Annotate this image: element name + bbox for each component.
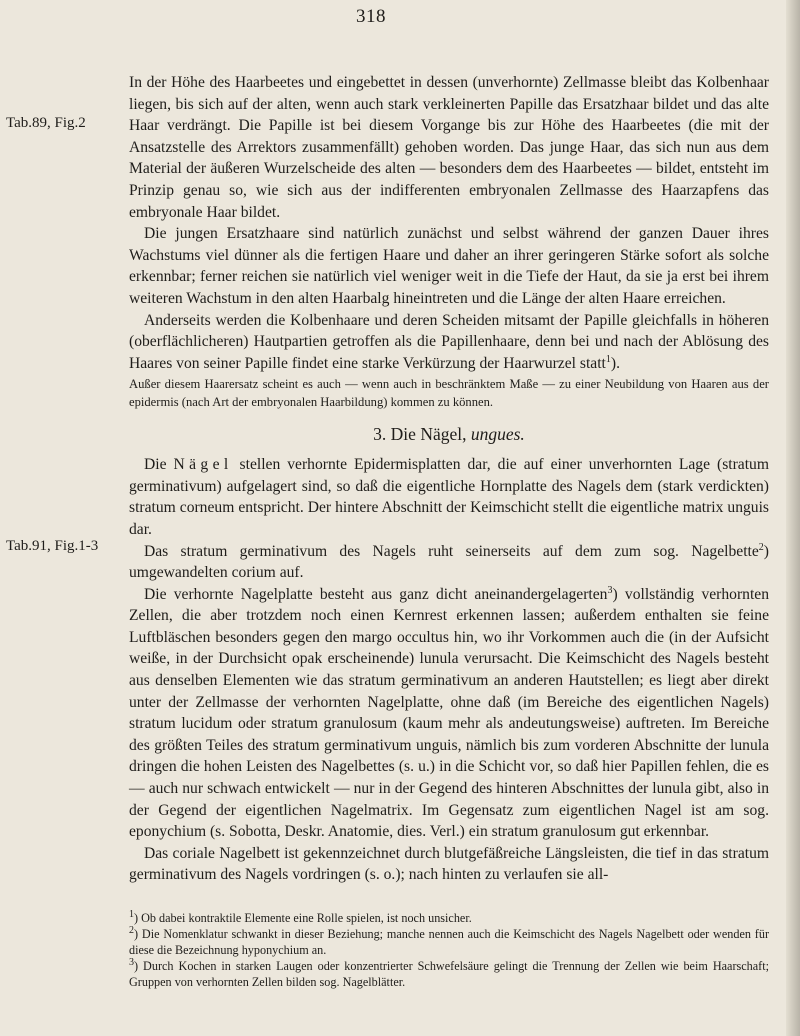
main-text xyxy=(129,72,769,886)
section-heading: 3. Die Nägel, ungues. xyxy=(373,424,525,445)
footnotes xyxy=(129,910,769,990)
footnote-2: $^2$) Die Nomenklatur schwankt in dieser Beziehung; manche nennen auch die Keimschicht des Nagels Nagelbett oder wenden für diese die Bezeichnung hyponychium an. xyxy=(129,924,769,957)
paragraph-1: In der Höhe des Haarbeetes und eingebettet in dessen (unverhornte) Zellmasse bleibt das Kolbenhaar liegen, bis sich auf der alten, wenn auch stark verkleinerten Papille das Ersatzhaar bildet und das alte Haar verdrängt. Die Papille ist bei diesem Vorgange bis zur Höhe des Haarbeetes (die mit der Ansatzstelle des Arrektors zusammenfällt) gehoben worden. Das junge Haar, das sich nun aus dem Material der äußeren Wurzelscheide des alten — besonders dem des Haarbeetes — bildet, entsteht im Prinzip genau so, wie sich aus der indifferenten embryonalen Zellmasse des Haarzapfens das embryonale Haar bildet. xyxy=(129,74,769,221)
paragraph-2: Die jungen Ersatzhaare sind natürlich zunächst und selbst während der ganzen Dauer ihres Wachstums viel dünner als die fertigen Haare und daher an ihrer geringeren Stärke sofort als solche erkennbar; ferner reichen sie natürlich viel weniger weit in die Tiefe der Haut, da sie ja erst bei ihrem weiteren Wachstum in den alten Haarbalg hineintreten und die Länge der alten Haare erreichen. xyxy=(129,225,769,307)
paragraph-6: Die verhornte Nagelplatte besteht aus ganz dicht aneinandergelagerten$^3$) vollständig verhornten Zellen, die aber trotzdem noch einen Kernrest erkennen lassen; außerdem enthalten sie feine Luftbläschen besonders gegen den margo occultus hin, wo ihr Vorkommen auch die (in der Aufsicht weiße, in der Durchsicht opak erscheinende) lunula verursacht. Die Keimschicht des Nagels besteht aus denselben Elementen wie das stratum germinativum an anderen Hautstellen; es liegt aber direkt unter der Zellmasse der verhornten Nagelplatte, ohne daß (im Bereiche des eigentlichen Nagels) stratum lucidum oder stratum granulosum (kaum mehr als andeutungsweise) auftreten. Im Bereiche des größten Teiles des stratum germinativum unguis, nämlich bis zum vorderen Abschnitte der lunula dringen die hohen Leisten des Nagelbettes (s. u.) in die Schicht vor, so daß hier Papillen fehlen, die es — auch nur schwach entwickelt — nur in der Gegend des hinteren Abschnittes der lunula gibt, also in der Gegend der eigentlichen Nagelmatrix. Im Gegensatz zum eigentlichen Nagel ist am sog. eponychium (s. Sobotta, Deskr. Anatomie, dies. Verl.) ein stratum granulosum gut erkennbar. xyxy=(129,584,769,841)
footnote-1: $^1$) Ob dabei kontraktile Elemente eine Rolle spielen, ist noch unsicher. xyxy=(129,908,472,925)
paragraph-3: Anderseits werden die Kolbenhaare und deren Scheiden mitsamt der Papille gleichfalls in höheren (oberflächlicheren) Hautpartien getroffen als die Papillenhaare, denn bei und nach der Ablösung des Haares von seiner Papille findet eine starke Verkürzung der Haarwurzel statt$^1$). xyxy=(129,311,769,372)
footnote-3: $^3$) Durch Kochen in starken Laugen oder konzentrierter Schwefelsäure gelingt die Trennung der Zellen wie beim Haarschaft; Gruppen von verhornten Zellen bilden sog. Nagelblätter. xyxy=(129,956,769,989)
margin-reference-tab89: Tab.89, Fig.2 xyxy=(6,115,86,131)
paragraph-4: Die Nägel stellen verhornte Epidermisplatten dar, die auf einer unverhornten Lage (stratum germinativum) aufgelagert sind, so daß die eigentliche Hornplatte des Nagels dem (stark verdickten) stratum corneum entspricht. Der hintere Abschnitt der Keimschicht stellt die eigentliche matrix unguis dar. xyxy=(129,456,769,538)
page-edge-shadow xyxy=(786,0,800,1036)
margin-reference-tab91: Tab.91, Fig.1-3 xyxy=(6,538,99,554)
small-print-note: Außer diesem Haarersatz scheint es auch — wenn auch in beschränktem Maße — zu einer Neubildung von Haaren aus der epidermis (nach Art der embryonalen Haarbildung) kommen zu können. xyxy=(129,377,769,409)
paragraph-5: Das stratum germinativum des Nagels ruht seinerseits auf dem zum sog. Nagelbette$^2$) umgewandelten corium auf. xyxy=(129,541,769,582)
page-number: 318 xyxy=(356,6,386,27)
paragraph-7: Das coriale Nagelbett ist gekennzeichnet durch blutgefäßreiche Längsleisten, die tief in das stratum germinativum des Nagels vordringen (s. o.); nach hinten zu verlaufen sie all- xyxy=(129,844,769,884)
